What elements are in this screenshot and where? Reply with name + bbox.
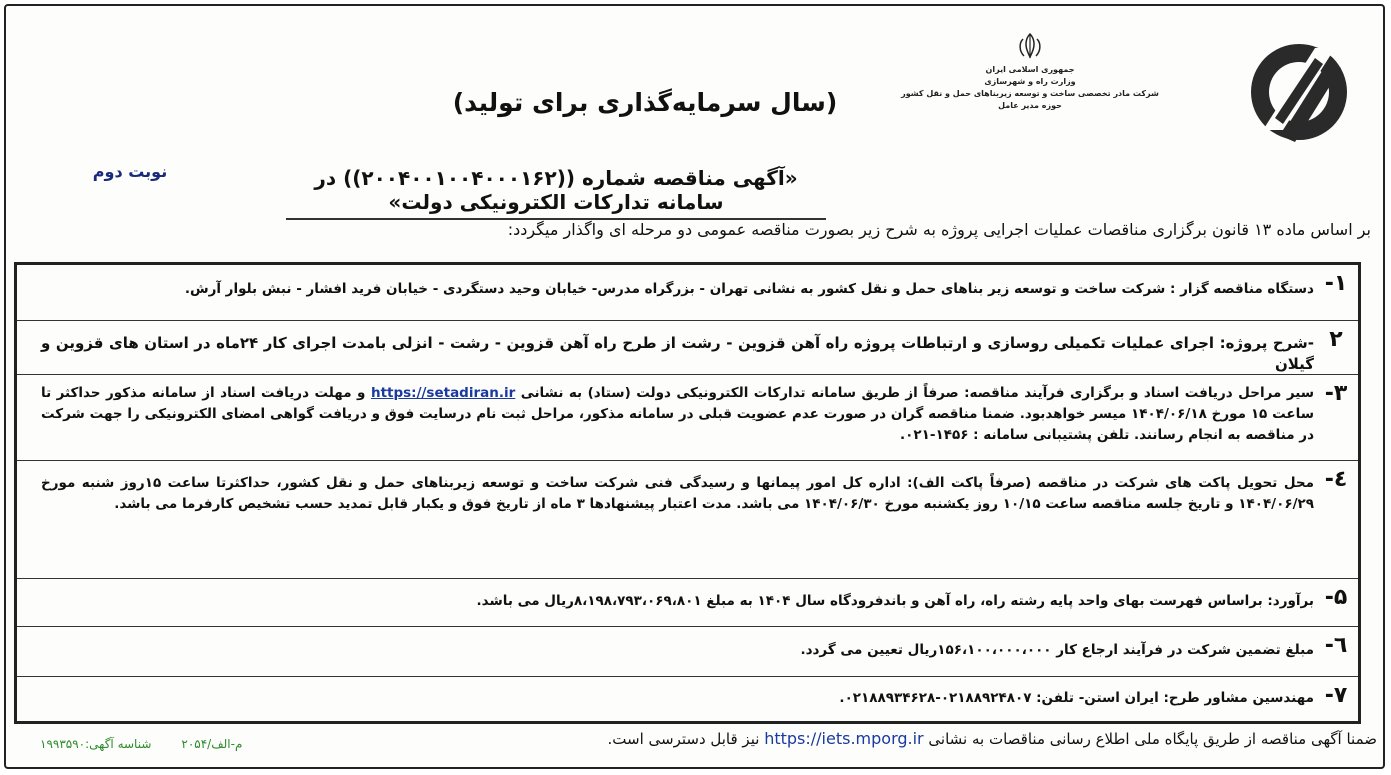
item-number: ۱-: [1324, 271, 1348, 296]
item-text: محل تحویل پاکت های شرکت در مناقصه (صرفاً پاکت الف): اداره کل امور پیمانها و رسیدگی فنی شرکت ساخت و توسعه زیربناهای حمل و نقل کشور، حداکثرتا ساعت ۱۵روز شنبه مورخ ۱۴۰۴/۰۶/۲۹ و تاریخ جلسه مناقصه ساعت ۱۰/۱۵ روز یکشنبه مورخ ۱۴۰۴/۰۶/۳۰ می باشد. مدت اعتبار پیشنهادها ۳ ماه از تاریخ فوق و یکبار قابل تمدید حسب تشخیص کارفرما می باشد.: [41, 475, 1314, 512]
item-number: ٤-: [1324, 467, 1348, 492]
footer-codes: [40, 737, 370, 751]
documents-text-a: سیر مراحل دریافت اسناد و برگزاری فرآیند مناقصه: صرفاً از طریق سامانه تدارکات الکترونیکی دولت (ستاد) به نشانی: [520, 385, 1315, 401]
item-estimate: [17, 579, 1358, 627]
item-guarantee: [17, 627, 1358, 677]
item-documents: [17, 375, 1358, 461]
item-number: ٦-: [1324, 633, 1348, 658]
item-delivery: [17, 461, 1358, 579]
round-label: نوبت دوم: [92, 162, 168, 181]
government-header: [885, 30, 1175, 112]
footer-note-a: ضمنا آگهی مناقصه از طریق پایگاه ملی اطلاع رسانی مناقصات به نشانی: [928, 730, 1377, 748]
ad-id: شناسه آگهی:۱۹۹۳۵۹۰: [40, 737, 152, 751]
iran-emblem-icon: [1014, 30, 1046, 62]
notice-title: «آگهی مناقصه شماره ((۲۰۰۴۰۰۱۰۰۴۰۰۰۱۶۲)) در سامانه تدارکات الکترونیکی دولت»: [286, 166, 826, 220]
item-text: [17, 375, 1314, 446]
gov-line-2: وزارت راه و شهرسازی: [984, 77, 1076, 86]
tender-items: [14, 262, 1361, 724]
item-number: ۳-: [1324, 381, 1348, 406]
intro-text: بر اساس ماده ۱۳ قانون برگزاری مناقصات عملیات اجرایی پروژه به شرح زیر بصورت مناقصه عمومی دو مرحله ای واگذار میگردد:: [507, 220, 1371, 239]
item-number: ۲: [1329, 327, 1343, 352]
gov-line-4: حوزه مدیر عامل: [998, 101, 1062, 110]
item-text: مبلغ تضمین شرکت در فرآیند ارجاع کار ۱۵۶،۱۰۰،۰۰۰،۰۰۰ریال تعیین می گردد.: [800, 642, 1314, 658]
publication-code: م-الف/۲۰۵۴: [181, 737, 243, 751]
documents-text-b: و مهلت دریافت اسناد از سامانه مذکور حداکثر تا ساعت ۱۵ مورخ ۱۴۰۴/۰۶/۱۸ میسر خواهدبود. ضمنا مناقصه گران در صورت عدم عضویت قبلی در سامانه مذکور، مراحل ثبت نام درسایت فوق و دریافت گواهی امضای الکترونیکی را جهت شرکت در مناقصه به انجام رسانند. تلفن پشتیبانی سامانه : ۱۴۵۶-۰۲۱.: [41, 385, 1314, 443]
item-number: ۵-: [1324, 585, 1348, 610]
item-text: -شرح پروژه: اجرای عملیات تکمیلی روسازی و ارتباطات پروژه راه آهن قزوین - رشت از طرح راه آهن قزوین - رشت - انزلی بامدت اجرای کار ۲۴ماه در استان های قزوین و گیلان: [41, 334, 1314, 373]
item-organizer: [17, 265, 1358, 321]
company-logo: [1245, 38, 1353, 146]
item-text: دستگاه مناقصه گزار : شرکت ساخت و توسعه زیر بناهای حمل و نقل کشور به نشانی تهران - بزرگراه مدرس- خیابان وحید دستگردی - خیابان فرید افشار - نبش بلوار آرش.: [184, 281, 1314, 297]
footer-note-b: نیز قابل دسترسی است.: [607, 730, 760, 748]
gov-line-1: جمهوری اسلامی ایران: [985, 65, 1075, 74]
item-project-description: [17, 321, 1358, 375]
item-consultant: [17, 677, 1358, 721]
item-number: ۷-: [1324, 683, 1348, 708]
setadiran-link[interactable]: https://setadiran.ir: [370, 385, 516, 401]
year-slogan: (سال سرمایه‌گذاری برای تولید): [452, 88, 838, 117]
iets-link[interactable]: https://iets.mporg.ir: [764, 729, 924, 748]
gov-line-3: شرکت مادر تخصصی ساخت و توسعه زیربناهای حمل و نقل کشور: [901, 89, 1159, 98]
item-text: مهندسین مشاور طرح: ایران استن- تلفن: ۰۲۱۸۸۹۲۴۸۰۷-۰۲۱۸۸۹۳۴۶۲۸.: [839, 690, 1314, 706]
item-text: برآورد: براساس فهرست بهای واحد پایه رشته راه، راه آهن و باندفرودگاه سال ۱۴۰۴ به مبلغ ۸،۱۹۸،۷۹۳،۰۶۹،۸۰۱ریال می باشد.: [476, 593, 1314, 609]
footer-note: [437, 729, 1377, 748]
